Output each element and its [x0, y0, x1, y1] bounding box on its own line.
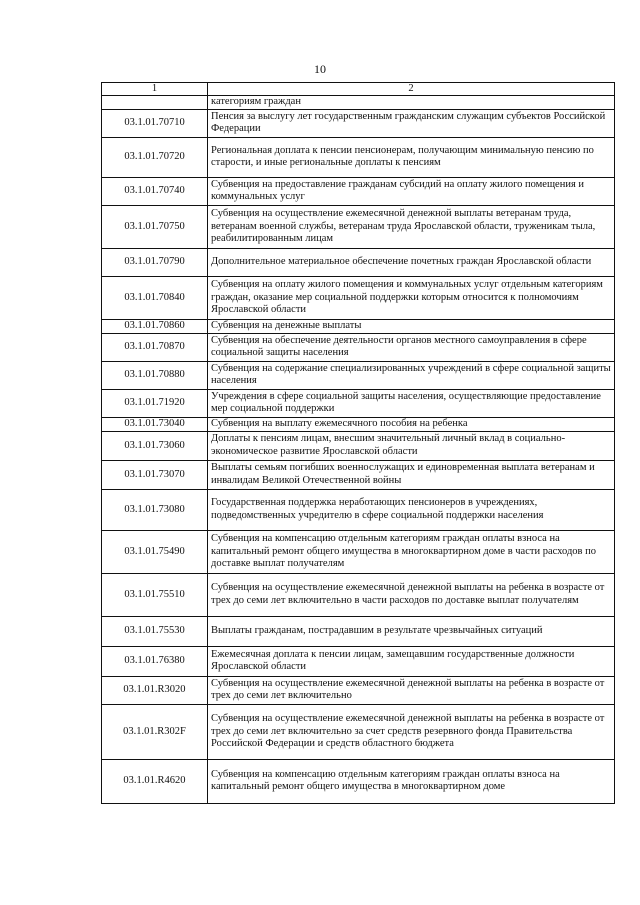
expenditure-description: Учреждения в сфере социальной защиты населения, осуществляющие предоставление мер социальной поддержки	[208, 389, 615, 417]
expenditure-description: Доплаты к пенсиям лицам, внесшим значительный личный вклад в социально-экономическое развитие Ярославской области	[208, 431, 615, 460]
table-row	[102, 205, 615, 248]
table-row	[102, 417, 615, 431]
expenditure-description: Региональная доплата к пенсии пенсионерам, получающим минимальную пенсию по старости, и иные региональные доплаты к пенсиям	[208, 137, 615, 177]
expenditure-description: Субвенция на обеспечение деятельности органов местного самоуправления в сфере социальной защиты населения	[208, 333, 615, 361]
expenditure-description: Субвенция на выплату ежемесячного пособия на ребенка	[208, 417, 615, 431]
table-row	[102, 109, 615, 137]
expenditure-description: категориям граждан	[208, 96, 615, 109]
table-row	[102, 759, 615, 803]
table-row	[102, 389, 615, 417]
classification-code: 03.1.01.73080	[102, 489, 208, 530]
table-row	[102, 460, 615, 489]
classification-code: 03.1.01.70710	[102, 109, 208, 137]
expenditure-description: Государственная поддержка неработающих пенсионеров в учреждениях, подведомственных учредителю в сфере социальной поддержки населения	[208, 489, 615, 530]
expenditure-description: Субвенция на денежные выплаты	[208, 319, 615, 333]
table-row	[102, 616, 615, 646]
expenditure-description: Субвенция на осуществление ежемесячной денежной выплаты ветеранам труда, ветеранам военной службы, ветеранам труда Ярославской области, труженикам тыла, реабилитированным лицам	[208, 205, 615, 248]
expenditure-description: Дополнительное материальное обеспечение почетных граждан Ярославской области	[208, 248, 615, 276]
expenditure-description: Субвенция на оплату жилого помещения и коммунальных услуг отдельным категориям граждан, оказание мер социальной поддержки которым относится к полномочиям Ярославской области	[208, 276, 615, 319]
classification-code: 03.1.01.70870	[102, 333, 208, 361]
column-header-1: 1	[102, 83, 208, 96]
table-row	[102, 333, 615, 361]
expenditure-description: Субвенция на осуществление ежемесячной денежной выплаты на ребенка в возрасте от трех до семи лет включительно за счет средств резервного фонда Правительства Российской Федерации и средств областного бюджета	[208, 704, 615, 759]
classification-code: 03.1.01.R302F	[102, 704, 208, 759]
classification-code: 03.1.01.R3020	[102, 676, 208, 704]
classification-code: 03.1.01.70740	[102, 177, 208, 205]
classification-code: 03.1.01.70750	[102, 205, 208, 248]
expenditure-description: Субвенция на содержание специализированных учреждений в сфере социальной защиты населения	[208, 361, 615, 389]
table-row	[102, 676, 615, 704]
table-row	[102, 489, 615, 530]
classification-code: 03.1.01.73060	[102, 431, 208, 460]
table-row	[102, 530, 615, 573]
classification-code: 03.1.01.70720	[102, 137, 208, 177]
classification-code: 03.1.01.70860	[102, 319, 208, 333]
expenditure-description: Субвенция на осуществление ежемесячной денежной выплаты на ребенка в возрасте от трех до семи лет включительно в части расходов по доставке выплат получателям	[208, 573, 615, 616]
expenditure-description: Выплаты семьям погибших военнослужащих и единовременная выплата ветеранам и инвалидам Великой Отечественной войны	[208, 460, 615, 489]
expenditure-description: Субвенция на компенсацию отдельным категориям граждан оплаты взноса на капитальный ремонт общего имущества в многоквартирном доме в части расходов по доставке выплат получателям	[208, 530, 615, 573]
classification-code: 03.1.01.70840	[102, 276, 208, 319]
table-row	[102, 276, 615, 319]
table-row	[102, 361, 615, 389]
table-row	[102, 96, 615, 109]
classification-code: 03.1.01.76380	[102, 646, 208, 676]
expenditure-description: Субвенция на компенсацию отдельным категориям граждан оплаты взноса на капитальный ремонт общего имущества в многоквартирном доме	[208, 759, 615, 803]
classification-code: 03.1.01.71920	[102, 389, 208, 417]
table-body	[102, 96, 615, 803]
classification-code: 03.1.01.75510	[102, 573, 208, 616]
page-number: 10	[314, 62, 326, 76]
classification-code: 03.1.01.75490	[102, 530, 208, 573]
expenditure-description: Пенсия за выслугу лет государственным гражданским служащим субъектов Российской Федерации	[208, 109, 615, 137]
classification-code: 03.1.01.70790	[102, 248, 208, 276]
classification-code: 03.1.01.70880	[102, 361, 208, 389]
classification-code: 03.1.01.73070	[102, 460, 208, 489]
table-row	[102, 177, 615, 205]
classification-code: 03.1.01.R4620	[102, 759, 208, 803]
budget-classification-table	[101, 82, 615, 804]
table-header-row	[102, 83, 615, 96]
table-row	[102, 137, 615, 177]
table-row	[102, 248, 615, 276]
table-row	[102, 431, 615, 460]
column-header-2: 2	[208, 83, 615, 96]
classification-code: 03.1.01.75530	[102, 616, 208, 646]
classification-code	[102, 96, 208, 109]
table-row	[102, 704, 615, 759]
expenditure-description: Выплаты гражданам, пострадавшим в результате чрезвычайных ситуаций	[208, 616, 615, 646]
expenditure-description: Субвенция на осуществление ежемесячной денежной выплаты на ребенка в возрасте от трех до семи лет включительно	[208, 676, 615, 704]
classification-code: 03.1.01.73040	[102, 417, 208, 431]
expenditure-description: Ежемесячная доплата к пенсии лицам, замещавшим государственные должности Ярославской области	[208, 646, 615, 676]
table-row	[102, 319, 615, 333]
table-row	[102, 646, 615, 676]
table-row	[102, 573, 615, 616]
expenditure-description: Субвенция на предоставление гражданам субсидий на оплату жилого помещения и коммунальных услуг	[208, 177, 615, 205]
